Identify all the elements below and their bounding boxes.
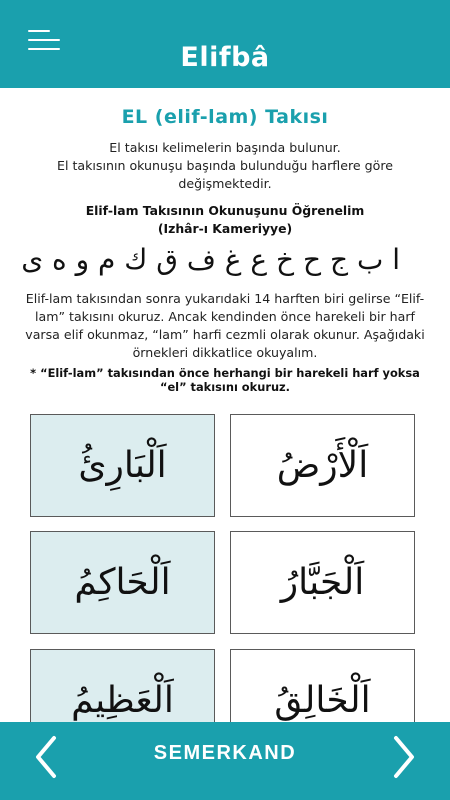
subheading-line-2: (Izhâr-ı Kameriyye) (157, 221, 293, 236)
example-word: اَلْعَظِيمُ (71, 680, 174, 721)
example-word: اَلْحَاكِمُ (74, 562, 171, 603)
example-word: اَلْأَرْضُ (276, 445, 369, 486)
example-word: اَلْخَالِقُ (274, 680, 371, 721)
example-card-elbari[interactable] (30, 414, 215, 517)
subheading (30, 202, 420, 238)
chevron-right-icon[interactable] (382, 732, 422, 782)
kameriyye-letters: ا ب ج ح خ ع غ ف ق ك م و ه ى (21, 243, 400, 276)
intro-text (20, 139, 430, 193)
explanation-paragraph: Elif-lam takısından sonra yukarıdaki 14 harften biri gelirse “Elif-lam” takısını okuruz. Ancak kendinden önce harekeli bir harf varsa elif okunmaz, “lam” harfi cezmli olarak okunur. Aşağıdaki örnekleri dikkatlice okuyalım. (25, 291, 425, 360)
intro-line-2: El takısının okunuşu başında bulunduğu harflere göre değişmektedir. (57, 158, 393, 191)
lesson-title: EL (elif-lam) Takısı (121, 106, 329, 128)
example-word: اَلْجَبَّارُ (280, 562, 365, 603)
lesson-content[interactable] (0, 88, 450, 722)
app-title: Elifbâ (180, 42, 270, 73)
example-card-elard[interactable] (230, 414, 415, 517)
example-card-elhalik[interactable] (230, 649, 415, 722)
example-card-elazim[interactable] (30, 649, 215, 722)
subheading-line-1: Elif-lam Takısının Okunuşunu Öğrenelim (85, 203, 365, 218)
intro-line-1: El takısı kelimelerin başında bulunur. (109, 140, 341, 155)
example-card-elcebbar[interactable] (230, 531, 415, 634)
bottom-nav-bar (0, 722, 450, 800)
example-word: اَلْبَارِئُ (78, 445, 167, 486)
top-app-bar (0, 0, 450, 88)
example-card-elhakim[interactable] (30, 531, 215, 634)
brand-logo: SEMERKAND (153, 742, 297, 764)
note-text: * “Elif-lam” takısından önce herhangi bir harekeli harf yoksa “el” takısını okuruz. (30, 366, 420, 394)
